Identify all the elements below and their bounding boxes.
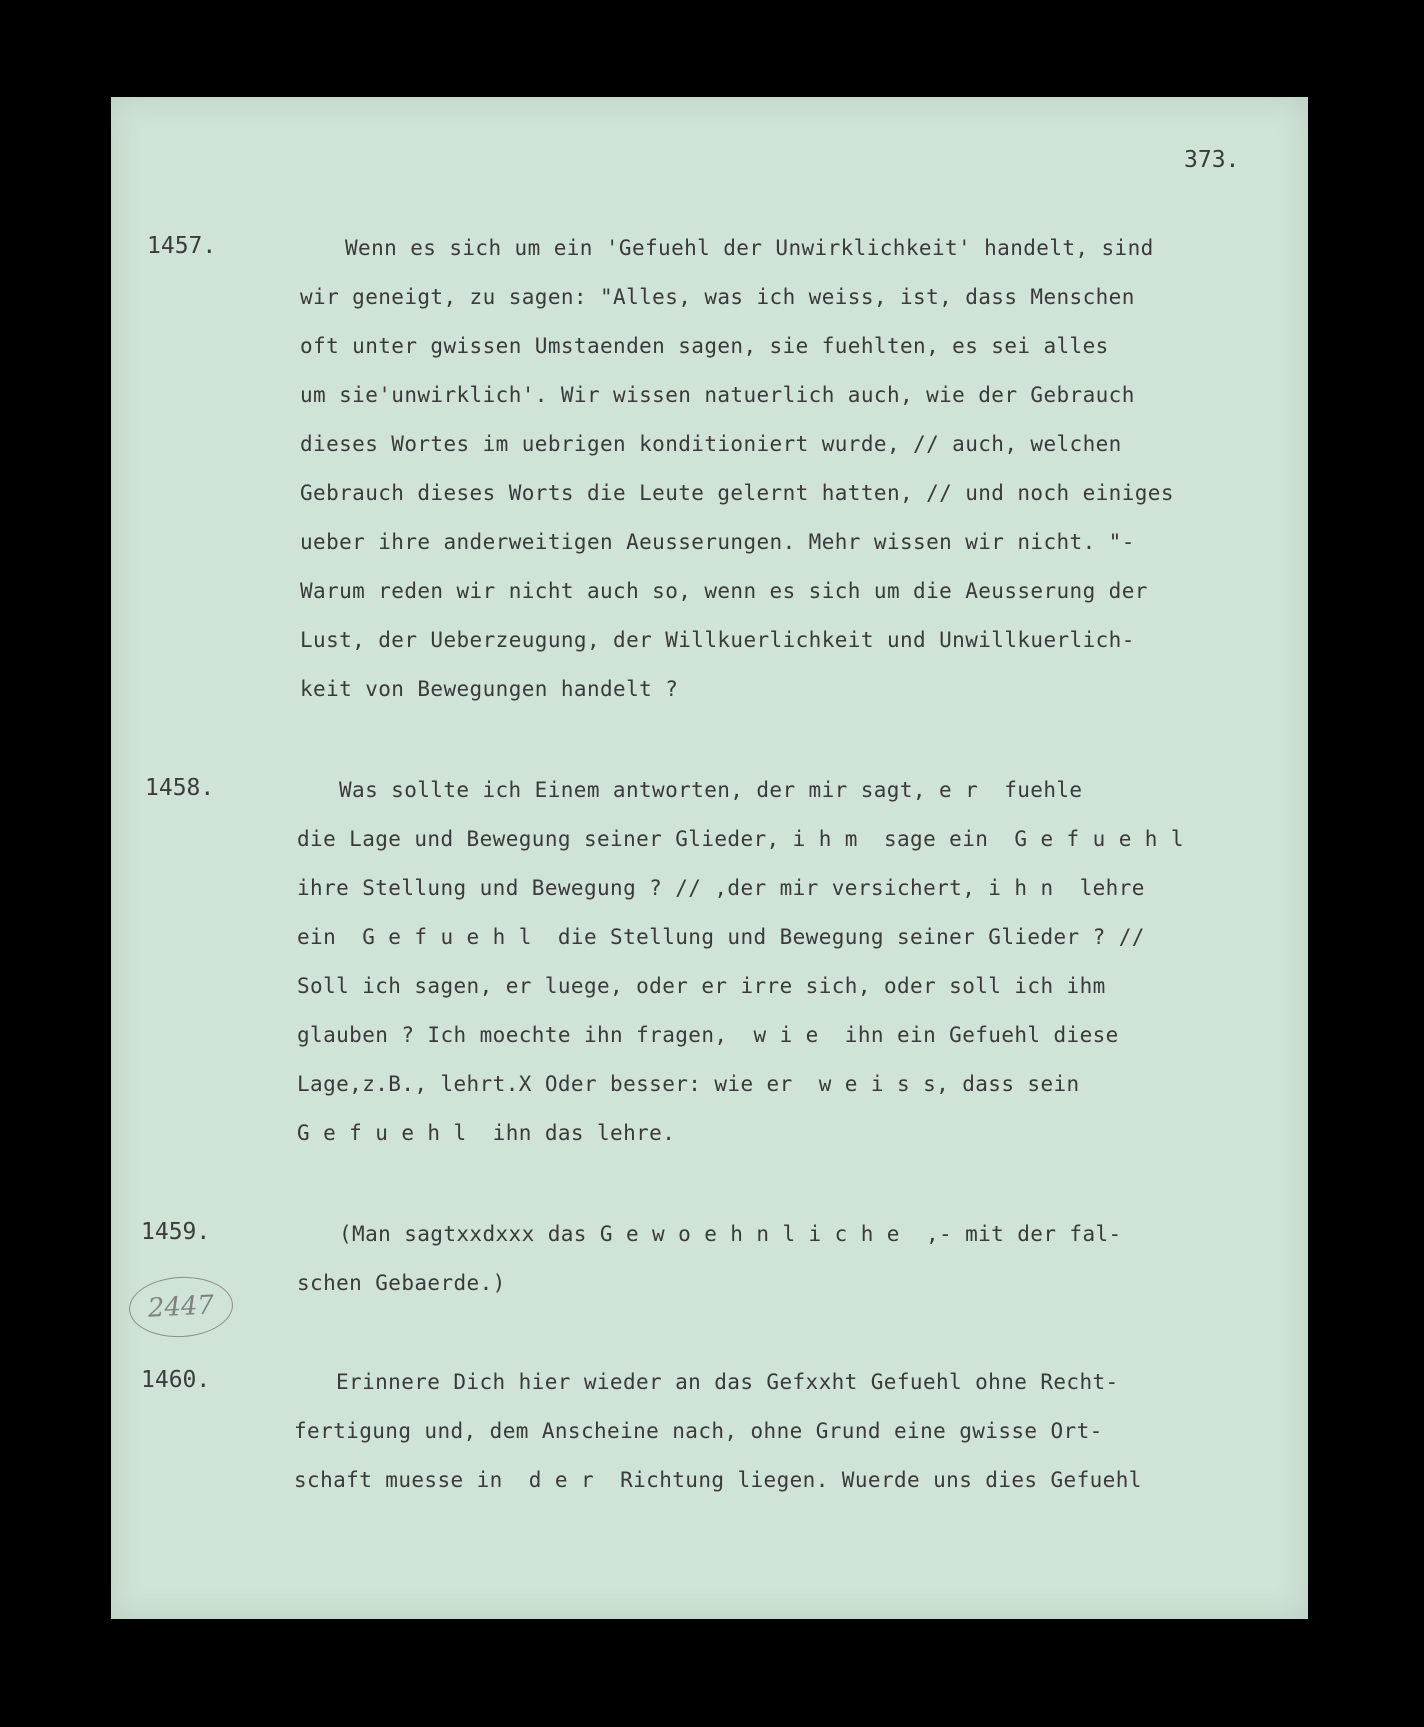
- entry-1458-line: G e f u e h l ihn das lehre.: [297, 1121, 676, 1145]
- entry-1457-line: Gebrauch dieses Worts die Leute gelernt hatten, // und noch einiges: [300, 481, 1174, 505]
- entry-1457-line: um sie'unwirklich'. Wir wissen natuerlich auch, wie der Gebrauch: [300, 383, 1135, 407]
- entry-1458-line: Soll ich sagen, er luege, oder er irre sich, oder soll ich ihm: [297, 974, 1106, 998]
- entry-number-1460: 1460.: [141, 1367, 211, 1393]
- entry-1457-line: ueber ihre anderweitigen Aeusserungen. Mehr wissen wir nicht. "-: [300, 530, 1135, 554]
- entry-1457-line: wir geneigt, zu sagen: "Alles, was ich weiss, ist, dass Menschen: [300, 285, 1135, 309]
- entry-1458-line: ein G e f u e h l die Stellung und Bewegung seiner Glieder ? //: [297, 925, 1145, 949]
- entry-1457-line: dieses Wortes im uebrigen konditioniert wurde, // auch, welchen: [300, 432, 1122, 456]
- entry-number-1459: 1459.: [141, 1219, 211, 1245]
- entry-1458-line: Lage,z.B., lehrt.X Oder besser: wie er w e i s s, dass sein: [297, 1072, 1080, 1096]
- entry-number-1458: 1458.: [145, 775, 215, 801]
- entry-number-1457: 1457.: [147, 233, 217, 259]
- entry-1459-line: (Man sagtxxdxxx das G e w o e h n l i c h e ,- mit der fal-: [339, 1222, 1122, 1246]
- entry-1458-line: ihre Stellung und Bewegung ? // ,der mir versichert, i h n lehre: [297, 876, 1145, 900]
- entry-1458-line: die Lage und Bewegung seiner Glieder, i h m sage ein G e f u e h l: [297, 827, 1184, 851]
- entry-1460-line: schaft muesse in d e r Richtung liegen. Wuerde uns dies Gefuehl: [294, 1468, 1142, 1492]
- entry-1459-line: schen Gebaerde.): [297, 1271, 506, 1295]
- typewritten-page: [111, 97, 1308, 1619]
- entry-1457-line: Warum reden wir nicht auch so, wenn es sich um die Aeusserung der: [300, 579, 1148, 603]
- entry-1458-line: Was sollte ich Einem antworten, der mir sagt, e r fuehle: [339, 778, 1083, 802]
- entry-1457-line: Lust, der Ueberzeugung, der Willkuerlichkeit und Unwillkuerlich-: [300, 628, 1135, 652]
- entry-1457-line: oft unter gwissen Umstaenden sagen, sie fuehlten, es sei alles: [300, 334, 1109, 358]
- page-number: 373.: [1184, 147, 1240, 173]
- entry-1460-line: fertigung und, dem Anscheine nach, ohne Grund eine gwisse Ort-: [294, 1419, 1103, 1443]
- entry-1457-line: keit von Bewegungen handelt ?: [300, 677, 679, 701]
- entry-1460-line: Erinnere Dich hier wieder an das Gefxxht Gefuehl ohne Recht-: [336, 1370, 1119, 1394]
- entry-1458-line: glauben ? Ich moechte ihn fragen, w i e ihn ein Gefuehl diese: [297, 1023, 1119, 1047]
- entry-1457-line: Wenn es sich um ein 'Gefuehl der Unwirklichkeit' handelt, sind: [345, 236, 1154, 260]
- archive-stamp: 2447: [128, 1274, 235, 1339]
